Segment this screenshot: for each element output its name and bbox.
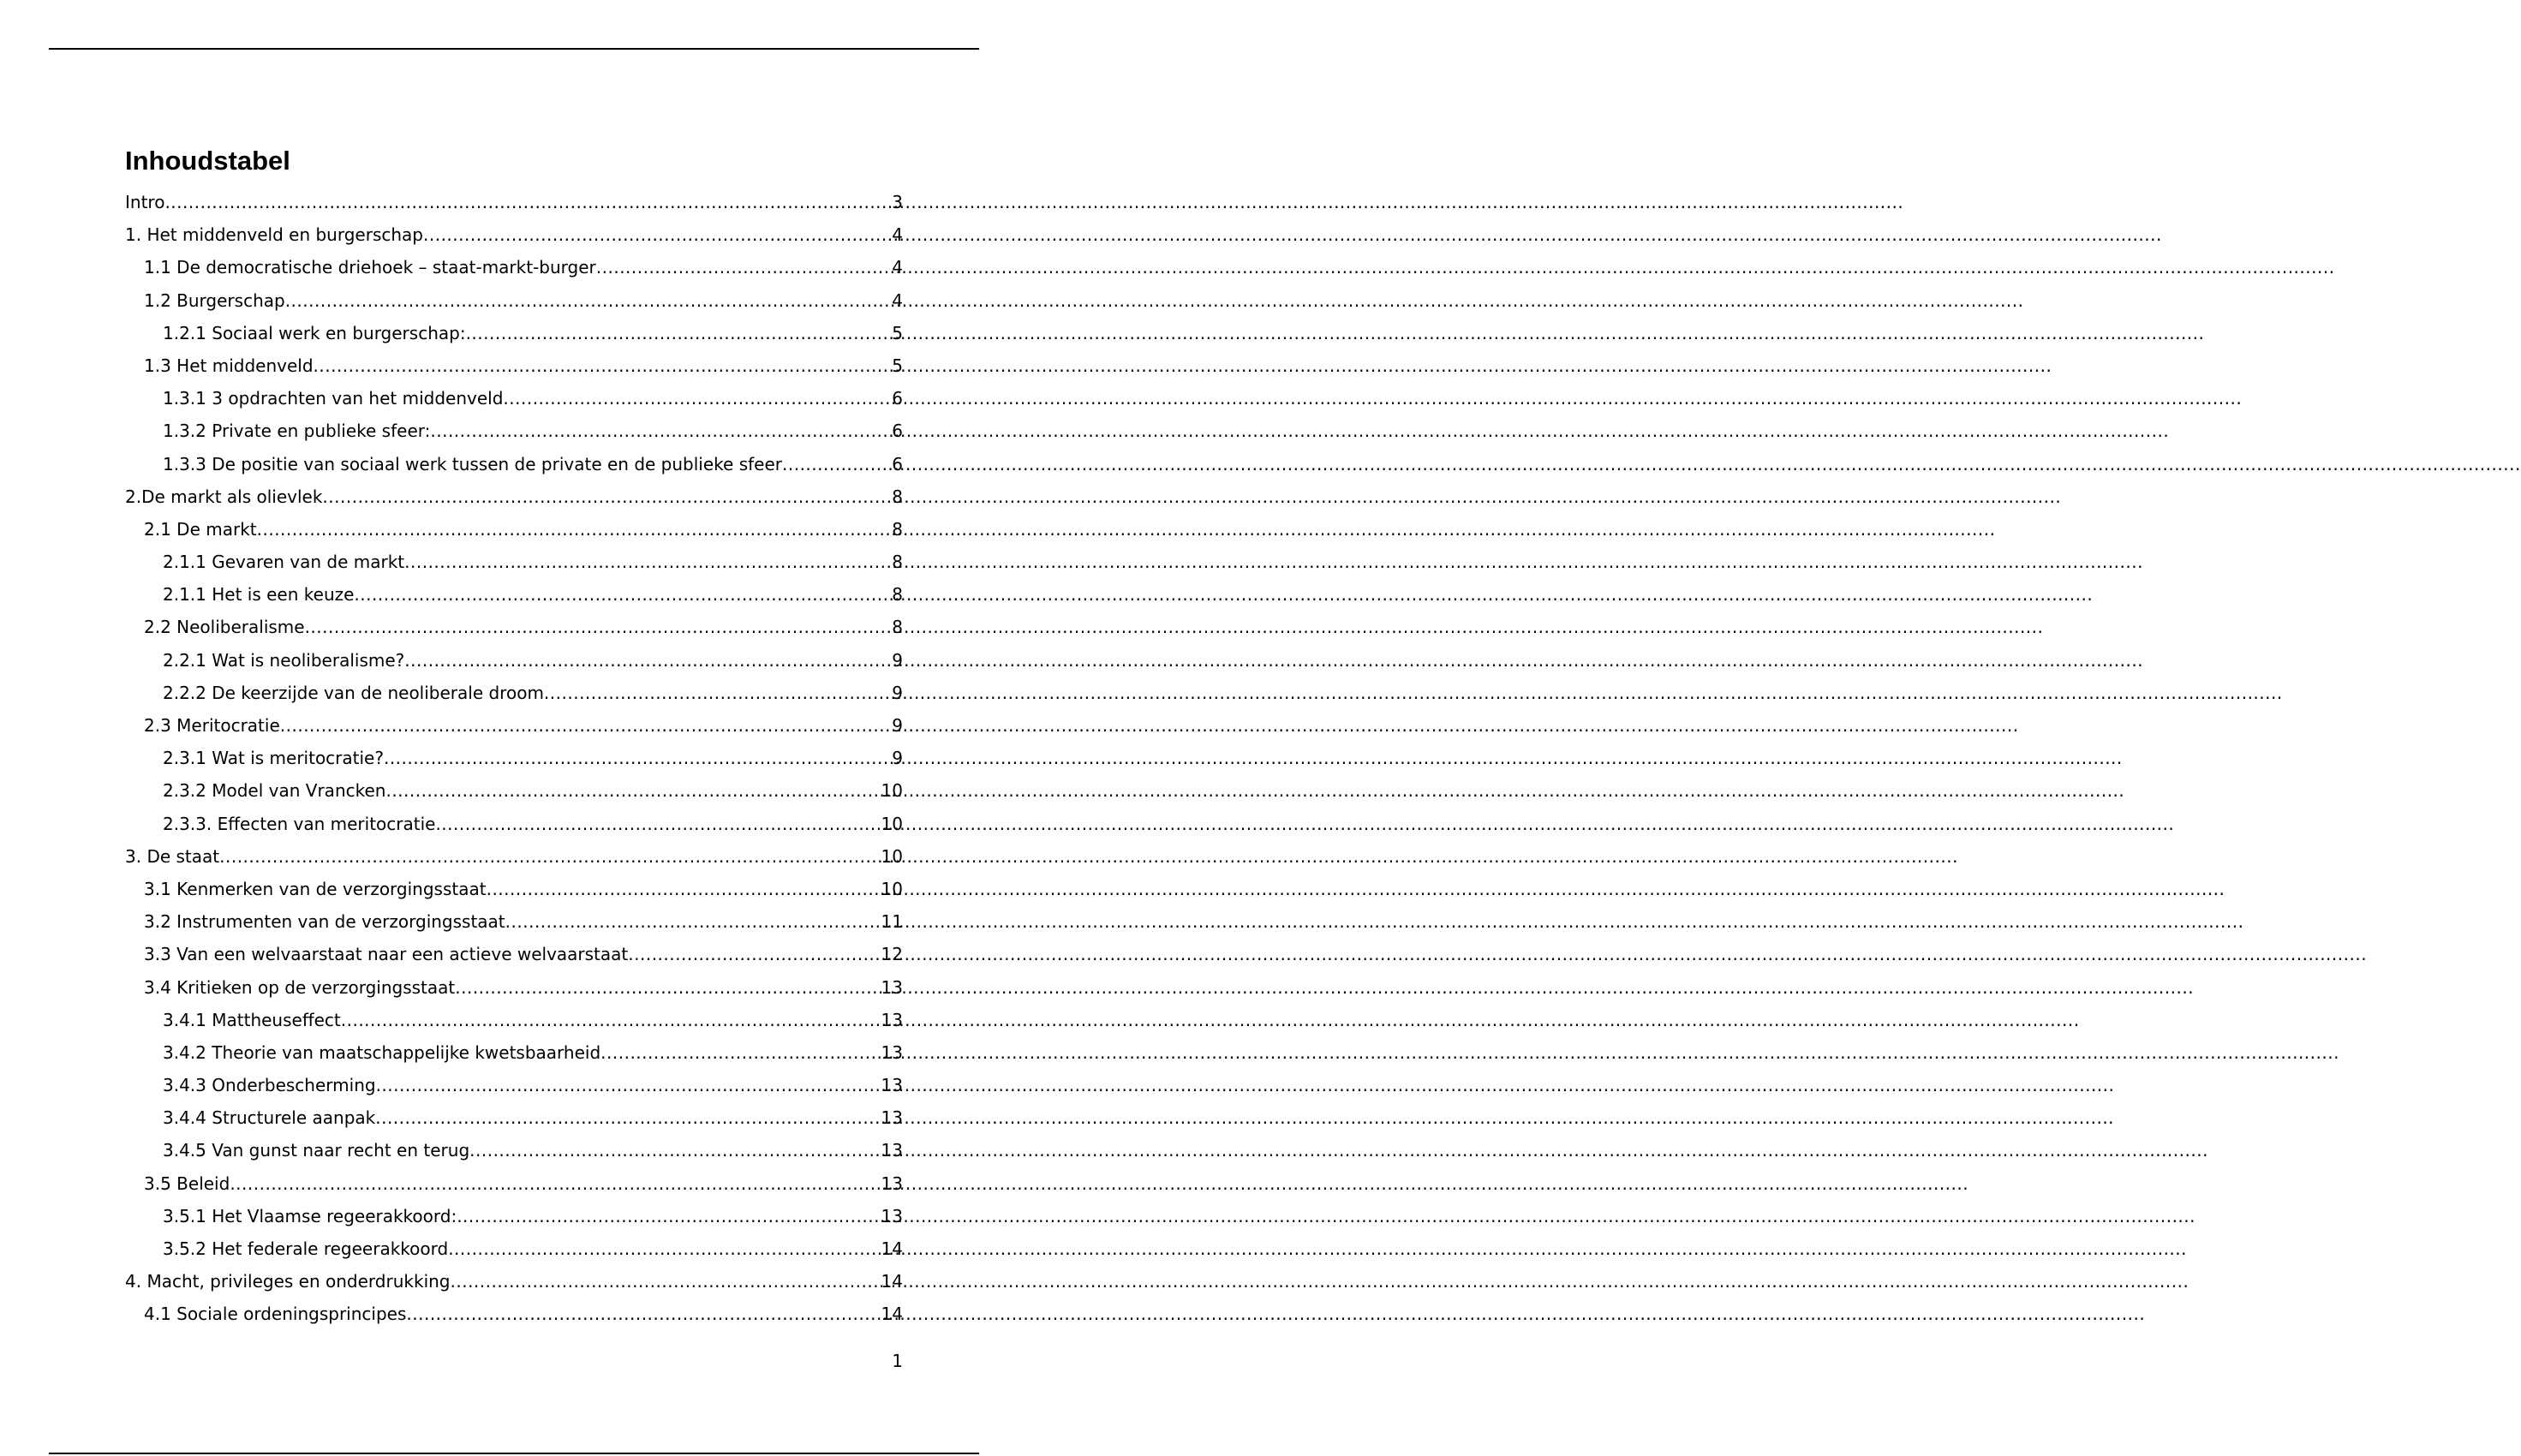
toc-entry-label: 3.4 Kritieken op de verzorgingsstaat xyxy=(144,976,456,998)
toc-entry-page: 4 xyxy=(892,224,903,246)
toc-entry[interactable] xyxy=(125,808,903,840)
toc-entry-label: 1.2 Burgerschap xyxy=(144,289,285,311)
toc-entry-page: 8 xyxy=(892,552,903,573)
toc-entry-label: 2.De markt als olievlek xyxy=(125,486,323,507)
toc-entry-label: 3.4.5 Van gunst naar recht en terug xyxy=(163,1140,470,1161)
toc-entry-label: 2.3.1 Wat is meritocratie? xyxy=(163,748,384,769)
table-of-contents xyxy=(125,186,903,1331)
toc-entry-page: 9 xyxy=(892,682,903,703)
toc-entry[interactable] xyxy=(125,480,903,513)
toc-entry-label: 2.1 De markt xyxy=(144,518,257,540)
toc-dot-leader xyxy=(596,251,893,283)
toc-dot-leader xyxy=(285,284,893,317)
toc-entry[interactable] xyxy=(125,938,903,970)
toc-entry-page: 12 xyxy=(881,944,903,965)
toc-entry-page: 8 xyxy=(892,518,903,540)
toc-entry-page: 8 xyxy=(892,584,903,606)
toc-entry-page: 6 xyxy=(892,388,903,409)
footer-rule xyxy=(49,1453,979,1454)
toc-dot-leader xyxy=(219,840,881,873)
toc-entry-label: 2.3.3. Effecten van meritocratie xyxy=(163,813,436,834)
toc-entry-label: 3.4.3 Onderbescherming xyxy=(163,1075,376,1096)
toc-entry-page: 10 xyxy=(881,813,903,834)
toc-entry-page: 13 xyxy=(881,1041,903,1063)
toc-dot-leader xyxy=(280,709,893,742)
toc-dot-leader xyxy=(164,186,892,218)
toc-entry-page: 4 xyxy=(892,289,903,311)
toc-dot-leader xyxy=(487,873,881,905)
toc-entry[interactable] xyxy=(125,218,903,251)
toc-entry-page: 4 xyxy=(892,257,903,278)
toc-entry-label: 2.1.1 Het is een keuze xyxy=(163,584,355,606)
toc-entry-page: 6 xyxy=(892,453,903,474)
toc-entry[interactable] xyxy=(125,840,903,873)
toc-entry[interactable] xyxy=(125,677,903,709)
toc-entry-label: 3.4.4 Structurele aanpak xyxy=(163,1107,376,1129)
toc-dot-leader xyxy=(404,546,892,578)
toc-entry-page: 13 xyxy=(881,1140,903,1161)
toc-dot-leader xyxy=(354,578,892,611)
toc-entry[interactable] xyxy=(125,251,903,283)
toc-entry[interactable] xyxy=(125,611,903,643)
toc-entry[interactable] xyxy=(125,1200,903,1232)
toc-dot-leader xyxy=(384,742,892,774)
toc-dot-leader xyxy=(544,677,892,709)
toc-entry[interactable] xyxy=(125,1134,903,1167)
toc-entry[interactable] xyxy=(125,971,903,1004)
toc-entry[interactable] xyxy=(125,415,903,447)
toc-entry-label: 3.3 Van een welvaarstaat naar een actieve welvaarstaat xyxy=(144,944,629,965)
toc-dot-leader xyxy=(448,1232,881,1265)
toc-entry[interactable] xyxy=(125,905,903,938)
toc-entry[interactable] xyxy=(125,1004,903,1036)
toc-entry[interactable] xyxy=(125,1167,903,1200)
toc-entry[interactable] xyxy=(125,284,903,317)
toc-dot-leader xyxy=(314,349,893,382)
toc-entry-page: 14 xyxy=(881,1271,903,1292)
toc-entry-label: 1.3.2 Private en publieke sfeer: xyxy=(163,421,431,442)
toc-entry[interactable] xyxy=(125,1101,903,1134)
toc-dot-leader xyxy=(600,1036,881,1069)
toc-dot-leader xyxy=(385,774,881,807)
toc-entry-page: 10 xyxy=(881,845,903,867)
toc-entry-label: 2.3.2 Model van Vrancken xyxy=(163,780,386,802)
toc-entry-label: 4. Macht, privileges en onderdrukking xyxy=(125,1271,451,1292)
toc-entry[interactable] xyxy=(125,186,903,218)
toc-entry-page: 13 xyxy=(881,1107,903,1129)
toc-entry-label: 2.2.1 Wat is neoliberalisme? xyxy=(163,649,405,671)
toc-dot-leader xyxy=(257,513,893,546)
toc-entry[interactable] xyxy=(125,742,903,774)
toc-entry-page: 13 xyxy=(881,1009,903,1030)
toc-entry[interactable] xyxy=(125,873,903,905)
toc-dot-leader xyxy=(469,1134,881,1167)
toc-entry-label: 2.2 Neoliberalisme xyxy=(144,617,305,638)
toc-dot-leader xyxy=(423,218,892,251)
toc-entry[interactable] xyxy=(125,709,903,742)
toc-entry-label: 1.1 De democratische driehoek – staat-markt-burger xyxy=(144,257,596,278)
toc-entry[interactable] xyxy=(125,578,903,611)
toc-dot-leader xyxy=(782,448,892,480)
toc-dot-leader xyxy=(628,938,881,970)
toc-entry-page: 9 xyxy=(892,748,903,769)
toc-entry-label: 1.3 Het middenveld xyxy=(144,355,314,376)
toc-entry-label: 3.5.2 Het federale regeerakkoord xyxy=(163,1238,449,1259)
header-rule xyxy=(49,48,979,50)
toc-entry-page: 8 xyxy=(892,617,903,638)
toc-dot-leader xyxy=(503,382,892,415)
toc-entry-label: 1.3.3 De positie van sociaal werk tussen de private en de publieke sfeer xyxy=(163,453,782,474)
toc-entry-page: 3 xyxy=(892,192,903,212)
toc-entry-page: 11 xyxy=(881,911,903,933)
toc-entry-page: 14 xyxy=(881,1238,903,1259)
toc-entry-label: 2.2.2 De keerzijde van de neoliberale droom xyxy=(163,682,544,703)
toc-dot-leader xyxy=(322,480,892,513)
toc-entry[interactable] xyxy=(125,513,903,546)
toc-entry-page: 8 xyxy=(892,486,903,507)
toc-entry-label: 3.5.1 Het Vlaamse regeerakkoord: xyxy=(163,1205,457,1226)
toc-dot-leader xyxy=(406,1298,881,1330)
toc-entry-page: 6 xyxy=(892,421,903,442)
page-number: 1 xyxy=(892,1351,903,1371)
toc-entry-page: 13 xyxy=(881,1205,903,1226)
toc-entry[interactable] xyxy=(125,382,903,415)
toc-entry-label: 1.3.1 3 opdrachten van het middenveld xyxy=(163,388,504,409)
toc-dot-leader xyxy=(404,644,892,677)
toc-entry-page: 9 xyxy=(892,649,903,671)
toc-entry-page: 5 xyxy=(892,355,903,376)
toc-entry-label: 2.3 Meritocratie xyxy=(144,715,280,736)
toc-entry-label: 3.4.2 Theorie van maatschappelijke kwetsbaarheid xyxy=(163,1041,601,1063)
toc-dot-leader xyxy=(376,1069,881,1101)
toc-dot-leader xyxy=(457,1200,881,1232)
toc-dot-leader xyxy=(451,1265,881,1298)
toc-entry[interactable] xyxy=(125,1232,903,1265)
toc-entry-label: Intro xyxy=(125,192,165,212)
toc-entry[interactable] xyxy=(125,774,903,807)
toc-dot-leader xyxy=(430,415,892,447)
toc-entry-label: 1. Het middenveld en burgerschap xyxy=(125,224,423,246)
toc-entry[interactable] xyxy=(125,349,903,382)
toc-entry-page: 13 xyxy=(881,1173,903,1194)
toc-entry-page: 13 xyxy=(881,976,903,998)
toc-entry-page: 10 xyxy=(881,780,903,802)
toc-dot-leader xyxy=(435,808,881,840)
toc-entry-label: 3.4.1 Mattheuseffect xyxy=(163,1009,341,1030)
toc-title: Inhoudstabel xyxy=(125,146,290,176)
toc-entry-label: 3.5 Beleid xyxy=(144,1173,230,1194)
toc-entry[interactable] xyxy=(125,644,903,677)
toc-entry-page: 9 xyxy=(892,715,903,736)
toc-entry-page: 5 xyxy=(892,322,903,343)
toc-dot-leader xyxy=(305,611,893,643)
toc-dot-leader xyxy=(466,317,893,349)
toc-dot-leader xyxy=(455,971,881,1004)
toc-dot-leader xyxy=(505,905,881,938)
toc-dot-leader xyxy=(375,1101,881,1134)
toc-entry[interactable] xyxy=(125,546,903,578)
toc-entry[interactable] xyxy=(125,1069,903,1101)
toc-entry-label: 4.1 Sociale ordeningsprincipes xyxy=(144,1304,407,1325)
toc-dot-leader xyxy=(341,1004,881,1036)
toc-entry-label: 2.1.1 Gevaren van de markt xyxy=(163,552,405,573)
toc-entry-page: 14 xyxy=(881,1304,903,1325)
toc-entry[interactable] xyxy=(125,448,903,480)
toc-entry-label: 1.2.1 Sociaal werk en burgerschap: xyxy=(163,322,466,343)
toc-entry-page: 10 xyxy=(881,878,903,899)
toc-entry[interactable] xyxy=(125,1265,903,1298)
toc-entry-label: 3. De staat xyxy=(125,845,220,867)
toc-entry[interactable] xyxy=(125,1036,903,1069)
toc-entry-label: 3.2 Instrumenten van de verzorgingsstaat xyxy=(144,911,505,933)
toc-entry-page: 13 xyxy=(881,1075,903,1096)
toc-entry[interactable] xyxy=(125,317,903,349)
toc-entry-label: 3.1 Kenmerken van de verzorgingsstaat xyxy=(144,878,487,899)
toc-dot-leader xyxy=(230,1167,881,1200)
toc-entry[interactable] xyxy=(125,1298,903,1330)
